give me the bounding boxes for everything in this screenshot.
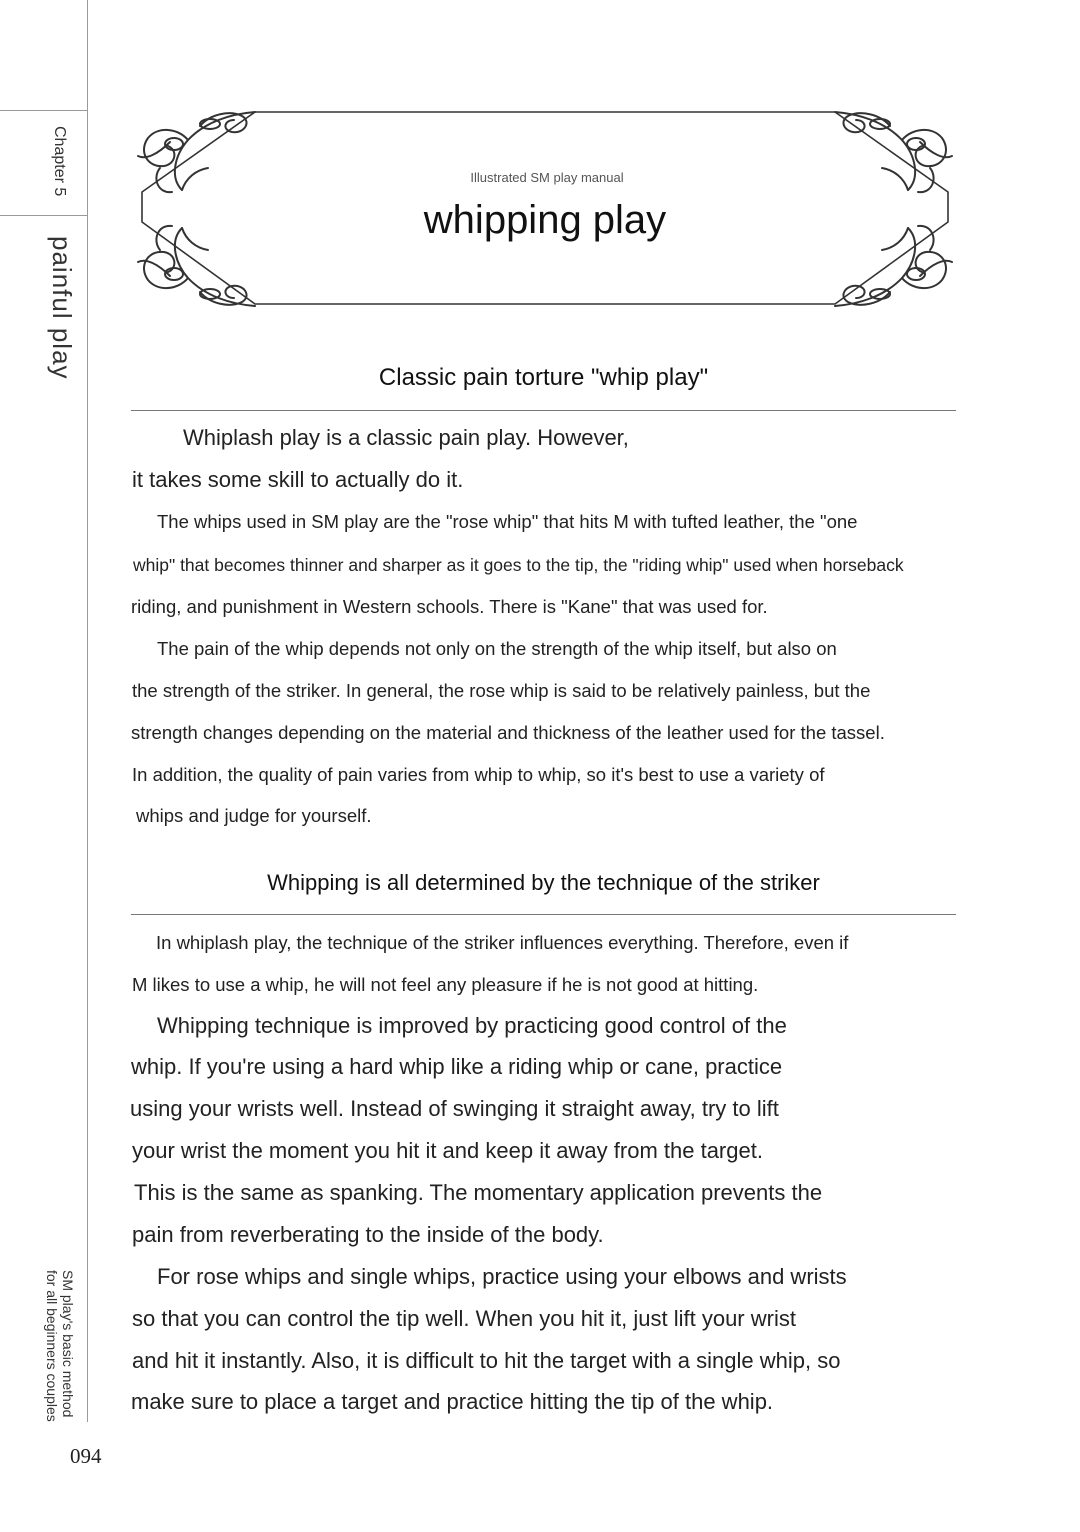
manual-kicker: Illustrated SM play manual: [470, 170, 624, 185]
paragraph-line: This is the same as spanking. The momentary application prevents the: [134, 1180, 823, 1205]
paragraph-line: whip" that becomes thinner and sharper as it goes to the tip, the "riding whip" used when horseback: [133, 555, 904, 575]
paragraph-line: strength changes depending on the material and thickness of the leather used for the tassel.: [131, 722, 885, 743]
paragraph-line: In addition, the quality of pain varies from whip to whip, so it's best to use a variety of: [132, 764, 825, 785]
paragraph-line: The pain of the whip depends not only on the strength of the whip itself, but also on: [157, 638, 837, 659]
paragraph-line: so that you can control the tip well. When you hit it, just lift your wrist: [132, 1306, 796, 1331]
book-title-line-1: SM play's basic method: [60, 1270, 76, 1418]
paragraph-line: it takes some skill to actually do it.: [132, 467, 464, 492]
paragraph-line: make sure to place a target and practice hitting the tip of the whip.: [131, 1389, 774, 1414]
paragraph-line: whip. If you're using a hard whip like a riding whip or cane, practice: [131, 1054, 783, 1079]
title-frame: [130, 104, 960, 314]
paragraph-line: the strength of the striker. In general, the rose whip is said to be relatively painless, but the: [132, 680, 871, 701]
section-rule: [131, 410, 956, 411]
paragraph-line: whips and judge for yourself.: [136, 805, 372, 826]
book-title-line-2: for all beginners couples: [44, 1270, 60, 1422]
paragraph-line: using your wrists well. Instead of swinging it straight away, try to lift: [130, 1096, 779, 1121]
book-title: [44, 1270, 76, 1422]
section-rule: [131, 914, 956, 915]
section-heading: Whipping is all determined by the technique of the striker: [267, 870, 820, 895]
page-number: 094: [70, 1444, 102, 1468]
paragraph-line: For rose whips and single whips, practice using your elbows and wrists: [157, 1264, 847, 1289]
chapter-label: Chapter 5: [51, 126, 68, 197]
margin-rule: [87, 0, 88, 1422]
paragraph-line: and hit it instantly. Also, it is difficult to hit the target with a single whip, so: [132, 1348, 841, 1373]
paragraph-line: The whips used in SM play are the "rose whip" that hits M with tufted leather, the "one: [157, 511, 858, 532]
section-heading: Classic pain torture "whip play": [378, 364, 709, 391]
page-title: whipping play: [423, 198, 667, 242]
paragraph-line: M likes to use a whip, he will not feel any pleasure if he is not good at hitting.: [132, 974, 759, 995]
chapter-tab-top-rule: [0, 110, 88, 111]
chapter-title: painful play: [47, 236, 77, 380]
paragraph-line: Whiplash play is a classic pain play. However,: [183, 425, 629, 450]
paragraph-line: Whipping technique is improved by practicing good control of the: [157, 1013, 787, 1038]
paragraph-line: your wrist the moment you hit it and keep it away from the target.: [132, 1138, 763, 1163]
chapter-tab-bottom-rule: [0, 215, 88, 216]
paragraph-line: In whiplash play, the technique of the striker influences everything. Therefore, even if: [156, 932, 849, 953]
paragraph-line: riding, and punishment in Western schools. There is "Kane" that was used for.: [131, 596, 768, 617]
paragraph-line: pain from reverberating to the inside of the body.: [132, 1222, 604, 1247]
